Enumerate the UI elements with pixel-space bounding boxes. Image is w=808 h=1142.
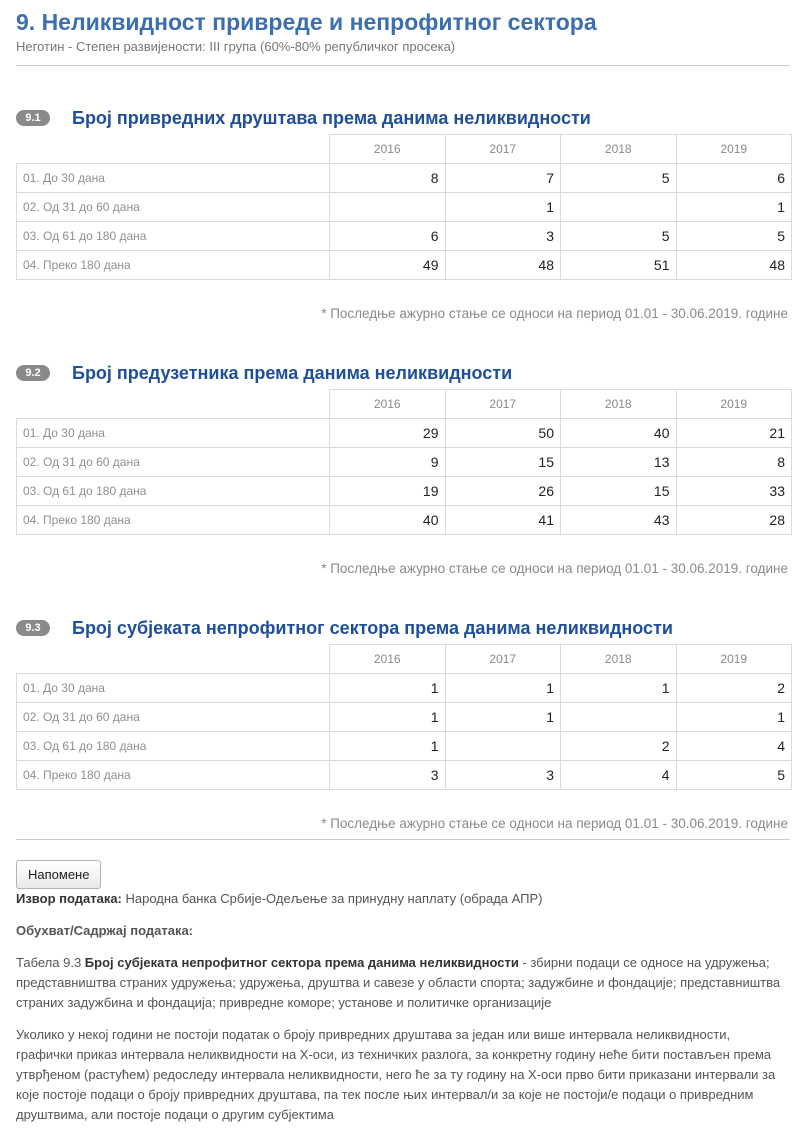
cell-value: 21 — [676, 419, 792, 448]
cell-value: 6 — [330, 222, 446, 251]
table-header-row — [17, 135, 792, 164]
section-9-3 — [16, 616, 790, 831]
cell-value: 8 — [330, 164, 446, 193]
row-label: 01. До 30 дана — [17, 674, 330, 703]
cell-value — [561, 193, 677, 222]
table-row — [17, 477, 792, 506]
table-header-row — [17, 390, 792, 419]
xaxis-paragraph: Уколико у некој години не постоји податак о броју привредних друштава за један или више интервала неликвидности, графички приказ интервала неликвидности на X-оси, из техничких разлога, за конкретну годину неће бити постављен према утврђеном (растућем) редоследу интервала неликвидности, него ће за ту годину на X-оси прво бити приказани интервали за које постоје подаци о броју привредних друштава, па тек после њих интервал/и за које не постоји/е подаци о привредним друштвима, али постоје подаци о другим субјектима — [16, 1027, 776, 1122]
cell-value: 3 — [330, 761, 446, 790]
footnote: * Последње ажурно стање се односи на период 01.01 - 30.06.2019. године — [321, 816, 788, 831]
row-label: 04. Преко 180 дана — [17, 761, 330, 790]
row-label: 02. Од 31 до 60 дана — [17, 703, 330, 732]
table-row — [17, 448, 792, 477]
section-title: Број субјеката непрофитног сектора према данима неликвидности — [72, 617, 673, 638]
section-header — [16, 616, 790, 640]
cell-value: 51 — [561, 251, 677, 280]
data-table — [16, 644, 792, 790]
year-header: 2019 — [676, 390, 792, 419]
cell-value: 5 — [561, 222, 677, 251]
notes-button[interactable]: Напомене — [16, 860, 101, 889]
header-divider — [16, 65, 790, 66]
section-title: Број привредних друштава према данима неликвидности — [72, 107, 591, 128]
section-badge: 9.3 — [16, 620, 50, 636]
row-label: 02. Од 31 до 60 дана — [17, 193, 330, 222]
table-row — [17, 193, 792, 222]
section-title: Број предузетника према данима неликвидности — [72, 362, 513, 383]
cell-value: 29 — [330, 419, 446, 448]
cell-value: 1 — [676, 703, 792, 732]
table-row — [17, 419, 792, 448]
data-table — [16, 389, 792, 535]
table-row — [17, 506, 792, 535]
source-label: Извор података: — [16, 891, 122, 906]
cell-value: 1 — [445, 703, 561, 732]
cell-value: 48 — [676, 251, 792, 280]
coverage-label: Обухват/Садржај података: — [16, 923, 194, 938]
cell-value: 2 — [561, 732, 677, 761]
cell-value: 26 — [445, 477, 561, 506]
cell-value: 2 — [676, 674, 792, 703]
table-row — [17, 222, 792, 251]
table-corner — [17, 135, 330, 164]
page-subtitle: Неготин - Степен развијености: III група (60%-80% републичког просека) — [16, 39, 456, 54]
cell-value: 3 — [445, 222, 561, 251]
table-row — [17, 732, 792, 761]
year-header: 2017 — [445, 135, 561, 164]
table-row — [17, 761, 792, 790]
cell-value: 5 — [561, 164, 677, 193]
year-header: 2017 — [445, 645, 561, 674]
year-header: 2016 — [330, 135, 446, 164]
coverage-paragraph: Табела 9.3 Број субјеката непрофитног сектора према данима неликвидности - збирни подаци се односе на удружења; представништва страних удружења; удружења, друштва и савезе у области спорта; задужбине и фондације; представништва страних задужбина и фондација; привредне коморе; установе и политичке организације — [16, 955, 781, 1010]
cell-value: 40 — [561, 419, 677, 448]
row-label: 04. Преко 180 дана — [17, 506, 330, 535]
cell-value: 19 — [330, 477, 446, 506]
section-header — [16, 361, 790, 385]
cell-value: 6 — [676, 164, 792, 193]
section-badge: 9.2 — [16, 365, 50, 381]
cell-value: 41 — [445, 506, 561, 535]
footnote: * Последње ажурно стање се односи на период 01.01 - 30.06.2019. године — [321, 561, 788, 576]
row-label: 03. Од 61 до 180 дана — [17, 222, 330, 251]
cell-value: 43 — [561, 506, 677, 535]
cell-value: 1 — [330, 674, 446, 703]
section-badge: 9.1 — [16, 110, 50, 126]
row-label: 01. До 30 дана — [17, 164, 330, 193]
year-header: 2016 — [330, 645, 446, 674]
row-label: 04. Преко 180 дана — [17, 251, 330, 280]
year-header: 2018 — [561, 645, 677, 674]
cell-value: 5 — [676, 222, 792, 251]
source-line — [16, 889, 790, 909]
table-row — [17, 674, 792, 703]
row-label: 01. До 30 дана — [17, 419, 330, 448]
cell-value: 28 — [676, 506, 792, 535]
cell-value: 4 — [561, 761, 677, 790]
year-header: 2016 — [330, 390, 446, 419]
cell-value: 1 — [330, 732, 446, 761]
cell-value: 9 — [330, 448, 446, 477]
row-label: 02. Од 31 до 60 дана — [17, 448, 330, 477]
section-9-1 — [16, 106, 790, 321]
cell-value: 8 — [676, 448, 792, 477]
year-header: 2019 — [676, 645, 792, 674]
year-header: 2017 — [445, 390, 561, 419]
table-header-row — [17, 645, 792, 674]
source-text: Народна банка Србије-Одељење за принудну наплату (обрада АПР) — [121, 891, 543, 906]
sections-container — [16, 106, 790, 831]
table-corner — [17, 390, 330, 419]
cell-value: 4 — [676, 732, 792, 761]
table-row — [17, 251, 792, 280]
cell-value: 1 — [676, 193, 792, 222]
section-header — [16, 106, 790, 130]
cell-value: 50 — [445, 419, 561, 448]
table-row — [17, 703, 792, 732]
cell-value: 5 — [676, 761, 792, 790]
page-title: 9. Неликвидност привреде и непрофитног сектора — [16, 9, 597, 35]
year-header: 2018 — [561, 390, 677, 419]
notes-panel — [16, 889, 790, 1125]
cell-value — [445, 732, 561, 761]
year-header: 2018 — [561, 135, 677, 164]
cell-value: 48 — [445, 251, 561, 280]
data-table — [16, 134, 792, 280]
cell-value: 15 — [445, 448, 561, 477]
footnote: * Последње ажурно стање се односи на период 01.01 - 30.06.2019. године — [321, 306, 788, 321]
cell-value: 40 — [330, 506, 446, 535]
cell-value: 1 — [445, 674, 561, 703]
cell-value: 49 — [330, 251, 446, 280]
cell-value: 13 — [561, 448, 677, 477]
table-corner — [17, 645, 330, 674]
cell-value: 1 — [330, 703, 446, 732]
row-label: 03. Од 61 до 180 дана — [17, 732, 330, 761]
cell-value: 3 — [445, 761, 561, 790]
cell-value: 7 — [445, 164, 561, 193]
cell-value — [330, 193, 446, 222]
notes-divider — [16, 839, 790, 840]
section-9-2 — [16, 361, 790, 576]
table-row — [17, 164, 792, 193]
year-header: 2019 — [676, 135, 792, 164]
cell-value: 1 — [445, 193, 561, 222]
cell-value: 33 — [676, 477, 792, 506]
cell-value: 1 — [561, 674, 677, 703]
cell-value: 15 — [561, 477, 677, 506]
row-label: 03. Од 61 до 180 дана — [17, 477, 330, 506]
cell-value — [561, 703, 677, 732]
